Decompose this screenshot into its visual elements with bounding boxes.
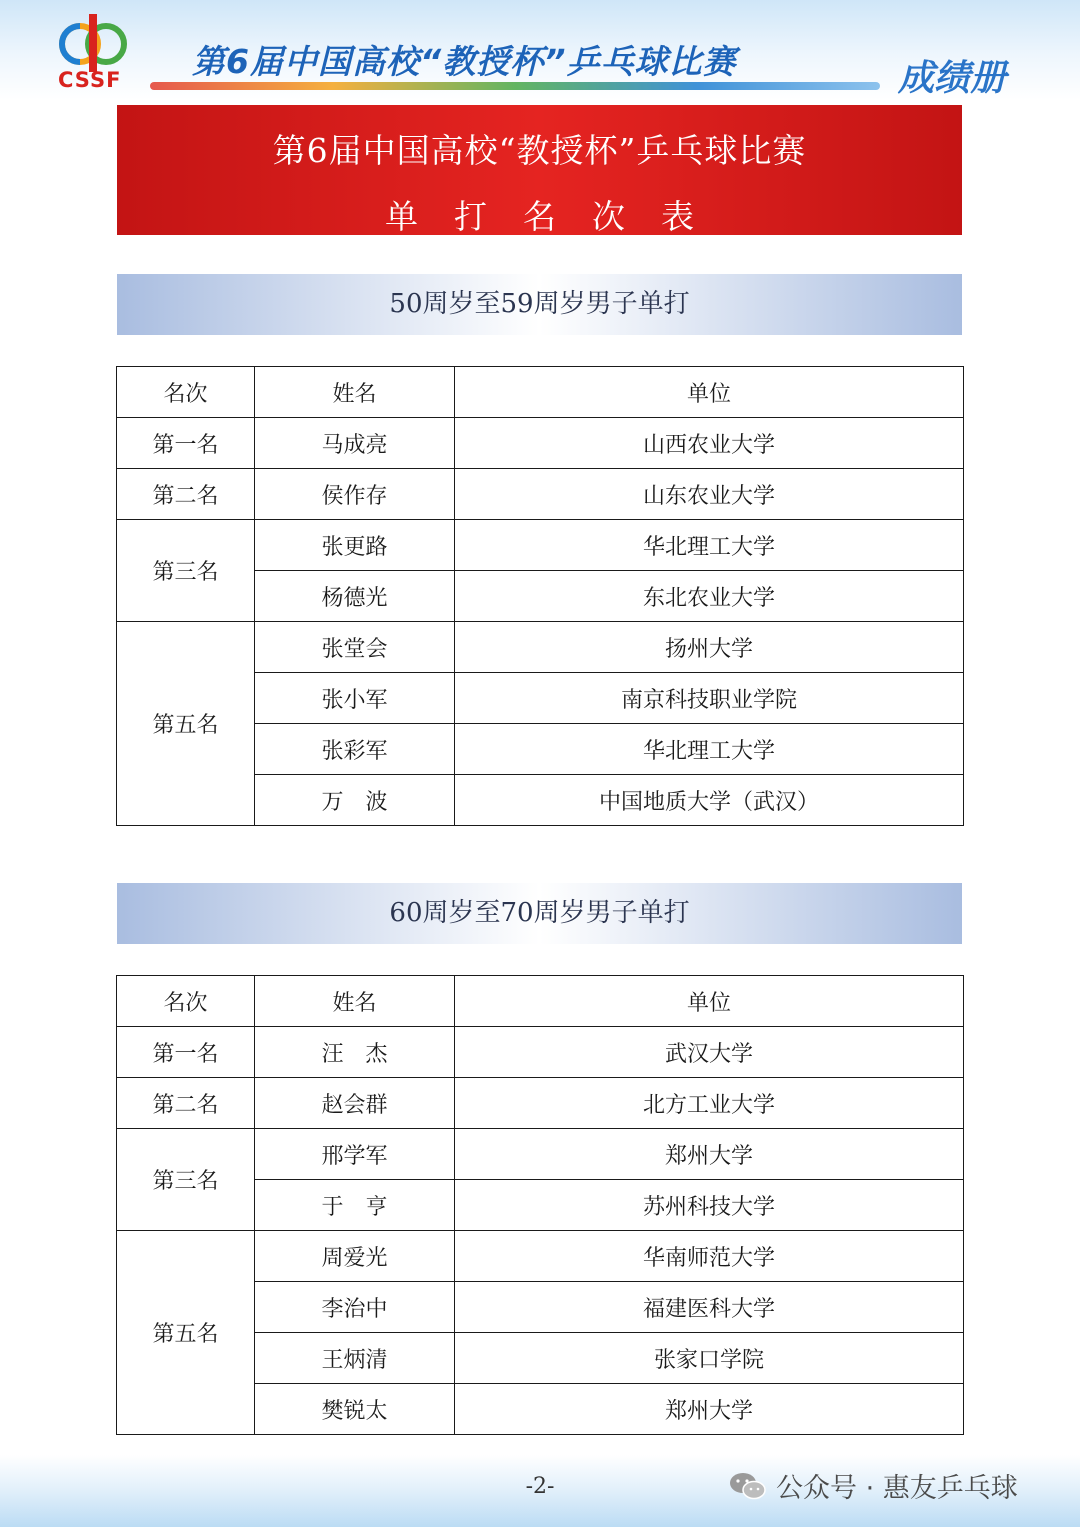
name-cell: 侯作存 bbox=[255, 469, 455, 520]
unit-cell: 扬州大学 bbox=[455, 622, 964, 673]
watermark bbox=[728, 1466, 1018, 1505]
section-title: 50周岁至59周岁男子单打 bbox=[117, 274, 962, 335]
name-cell: 杨德光 bbox=[255, 571, 455, 622]
unit-cell: 苏州科技大学 bbox=[455, 1180, 964, 1231]
name-cell: 张更路 bbox=[255, 520, 455, 571]
header-rank: 名次 bbox=[117, 367, 255, 418]
unit-cell: 张家口学院 bbox=[455, 1333, 964, 1384]
header-name: 姓名 bbox=[255, 367, 455, 418]
unit-cell: 山东农业大学 bbox=[455, 469, 964, 520]
results-book-label: 成绩册 bbox=[898, 58, 1007, 99]
header-swoosh bbox=[150, 82, 880, 90]
name-cell: 汪 杰 bbox=[255, 1027, 455, 1078]
rank-cell: 第三名 bbox=[117, 520, 255, 622]
name-cell: 张彩军 bbox=[255, 724, 455, 775]
banner-title: 第6届中国高校“教授杯”乒乓球比赛 bbox=[272, 131, 807, 170]
name-cell: 马成亮 bbox=[255, 418, 455, 469]
unit-cell: 南京科技职业学院 bbox=[455, 673, 964, 724]
unit-cell: 中国地质大学（武汉） bbox=[455, 775, 964, 826]
rank-cell: 第一名 bbox=[117, 418, 255, 469]
unit-cell: 福建医科大学 bbox=[455, 1282, 964, 1333]
table-row bbox=[117, 469, 964, 520]
table-row bbox=[117, 622, 964, 673]
name-cell: 于 亨 bbox=[255, 1180, 455, 1231]
unit-cell: 武汉大学 bbox=[455, 1027, 964, 1078]
unit-cell: 郑州大学 bbox=[455, 1384, 964, 1435]
wechat-icon bbox=[728, 1470, 768, 1502]
rank-cell: 第二名 bbox=[117, 1078, 255, 1129]
table-header-row bbox=[117, 976, 964, 1027]
rank-cell: 第五名 bbox=[117, 1231, 255, 1435]
table-row bbox=[117, 520, 964, 571]
section-title: 60周岁至70周岁男子单打 bbox=[117, 883, 962, 944]
header-title: 第6届中国高校“教授杯”乒乓球比赛 bbox=[192, 42, 737, 81]
rank-cell: 第一名 bbox=[117, 1027, 255, 1078]
unit-cell: 郑州大学 bbox=[455, 1129, 964, 1180]
table-row bbox=[117, 418, 964, 469]
header-unit: 单位 bbox=[455, 367, 964, 418]
name-cell: 万 波 bbox=[255, 775, 455, 826]
logo-text: CSSF bbox=[58, 68, 122, 92]
unit-cell: 山西农业大学 bbox=[455, 418, 964, 469]
banner-subtitle: 单打名次表 bbox=[385, 197, 730, 236]
name-cell: 邢学军 bbox=[255, 1129, 455, 1180]
ranking-table bbox=[116, 366, 964, 826]
rank-cell: 第五名 bbox=[117, 622, 255, 826]
unit-cell: 华北理工大学 bbox=[455, 520, 964, 571]
watermark-text: 公众号 · 惠友乒乓球 bbox=[776, 1473, 1018, 1504]
header-rank: 名次 bbox=[117, 976, 255, 1027]
rank-cell: 第三名 bbox=[117, 1129, 255, 1231]
table-row bbox=[117, 1027, 964, 1078]
table-row bbox=[117, 1129, 964, 1180]
header-name: 姓名 bbox=[255, 976, 455, 1027]
ranking-table bbox=[116, 975, 964, 1435]
name-cell: 李治中 bbox=[255, 1282, 455, 1333]
name-cell: 王炳清 bbox=[255, 1333, 455, 1384]
table-row bbox=[117, 1078, 964, 1129]
unit-cell: 华南师范大学 bbox=[455, 1231, 964, 1282]
unit-cell: 华北理工大学 bbox=[455, 724, 964, 775]
page-number: -2- bbox=[525, 1474, 555, 1499]
unit-cell: 北方工业大学 bbox=[455, 1078, 964, 1129]
header-unit: 单位 bbox=[455, 976, 964, 1027]
rank-cell: 第二名 bbox=[117, 469, 255, 520]
table-header-row bbox=[117, 367, 964, 418]
name-cell: 张堂会 bbox=[255, 622, 455, 673]
title-banner bbox=[117, 105, 962, 235]
name-cell: 张小军 bbox=[255, 673, 455, 724]
name-cell: 周爱光 bbox=[255, 1231, 455, 1282]
name-cell: 樊锐太 bbox=[255, 1384, 455, 1435]
name-cell: 赵会群 bbox=[255, 1078, 455, 1129]
table-row bbox=[117, 1231, 964, 1282]
unit-cell: 东北农业大学 bbox=[455, 571, 964, 622]
